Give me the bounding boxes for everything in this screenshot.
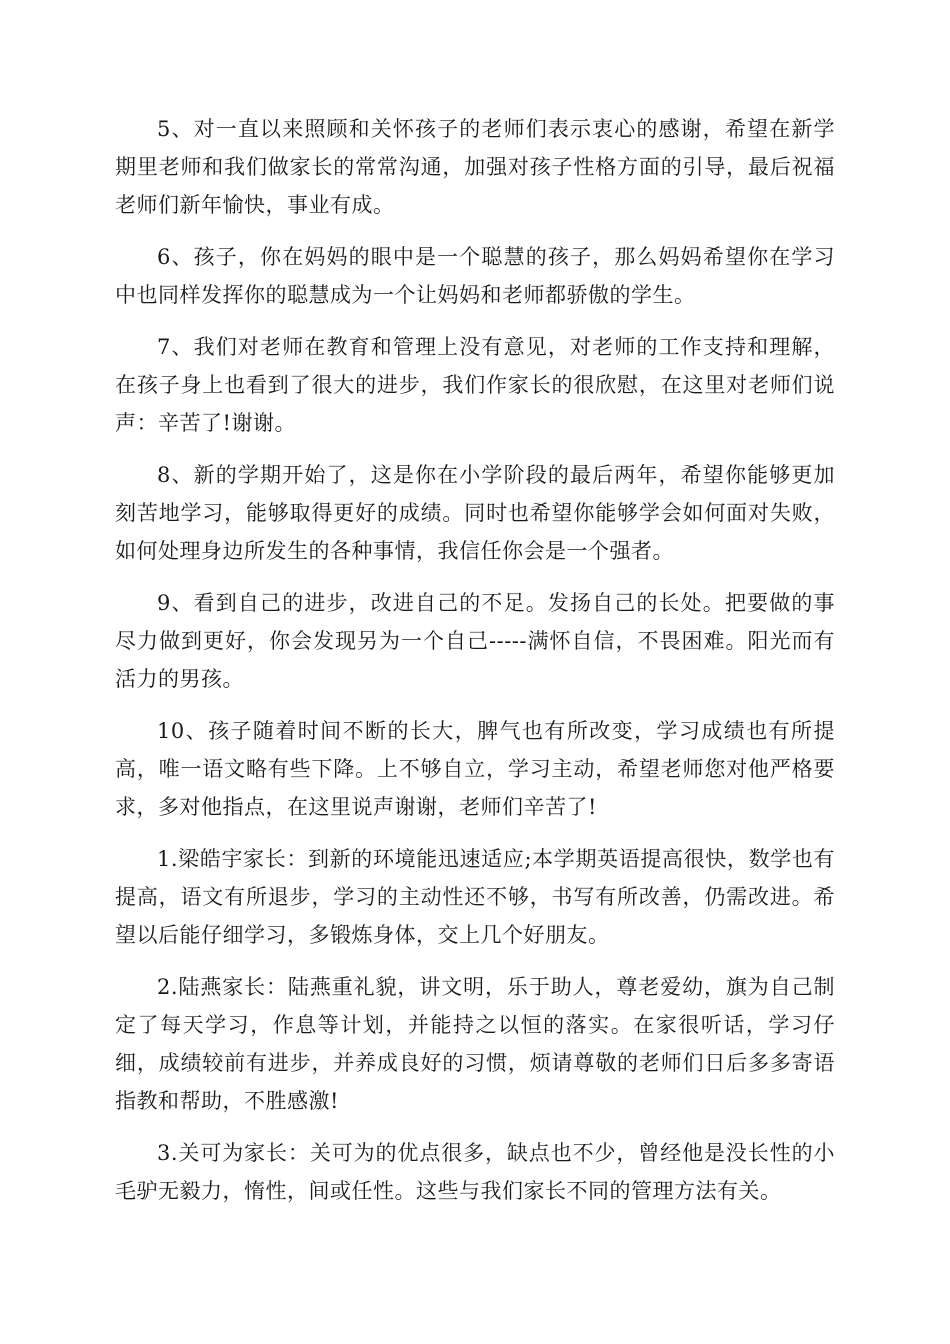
- parent-comment-3: 3.关可为家长：关可为的优点很多，缺点也不少，曾经他是没长性的小毛驴无毅力，惰性，间或任性。这些与我们家长不同的管理方法有关。: [115, 1141, 835, 1203]
- document-body: [115, 110, 835, 1224]
- paragraph-5: 5、对一直以来照顾和关怀孩子的老师们表示衷心的感谢，希望在新学期里老师和我们做家长的常常沟通，加强对孩子性格方面的引导，最后祝福老师们新年愉快，事业有成。: [115, 117, 835, 217]
- paragraph-9: 9、看到自己的进步，改进自己的不足。发扬自己的长处。把要做的事尽力做到更好，你会发现另为一个自己-----满怀自信，不畏困难。阳光而有活力的男孩。: [115, 591, 835, 691]
- paragraph-8: 8、新的学期开始了，这是你在小学阶段的最后两年，希望你能够更加刻苦地学习，能够取得更好的成绩。同时也希望你能够学会如何面对失败，如何处理身边所发生的各种事情，我信任你会是一个强者。: [115, 463, 835, 563]
- paragraph-7: 7、我们对老师在教育和管理上没有意见，对老师的工作支持和理解，在孩子身上也看到了很大的进步，我们作家长的很欣慰，在这里对老师们说声：辛苦了!谢谢。: [115, 335, 835, 435]
- paragraph-10: 10、孩子随着时间不断的长大，脾气也有所改变，学习成绩也有所提高，唯一语文略有些下降。上不够自立，学习主动，希望老师您对他严格要求，多对他指点，在这里说声谢谢，老师们辛苦了!: [115, 719, 835, 819]
- parent-comment-1: 1.梁皓宇家长：到新的环境能迅速适应;本学期英语提高很快，数学也有提高，语文有所退步，学习的主动性还不够，书写有所改善，仍需改进。希望以后能仔细学习，多锻炼身体，交上几个好朋友。: [115, 847, 835, 947]
- parent-comment-2: 2.陆燕家长：陆燕重礼貌，讲文明，乐于助人，尊老爱幼，旗为自己制定了每天学习，作息等计划，并能持之以恒的落实。在家很听话，学习仔细，成绩较前有进步，并养成良好的习惯，烦请尊敬的老师们日后多多寄语指教和帮助，不胜感激!: [115, 975, 835, 1113]
- paragraph-6: 6、孩子，你在妈妈的眼中是一个聪慧的孩子，那么妈妈希望你在学习中也同样发挥你的聪慧成为一个让妈妈和老师都骄傲的学生。: [115, 245, 835, 307]
